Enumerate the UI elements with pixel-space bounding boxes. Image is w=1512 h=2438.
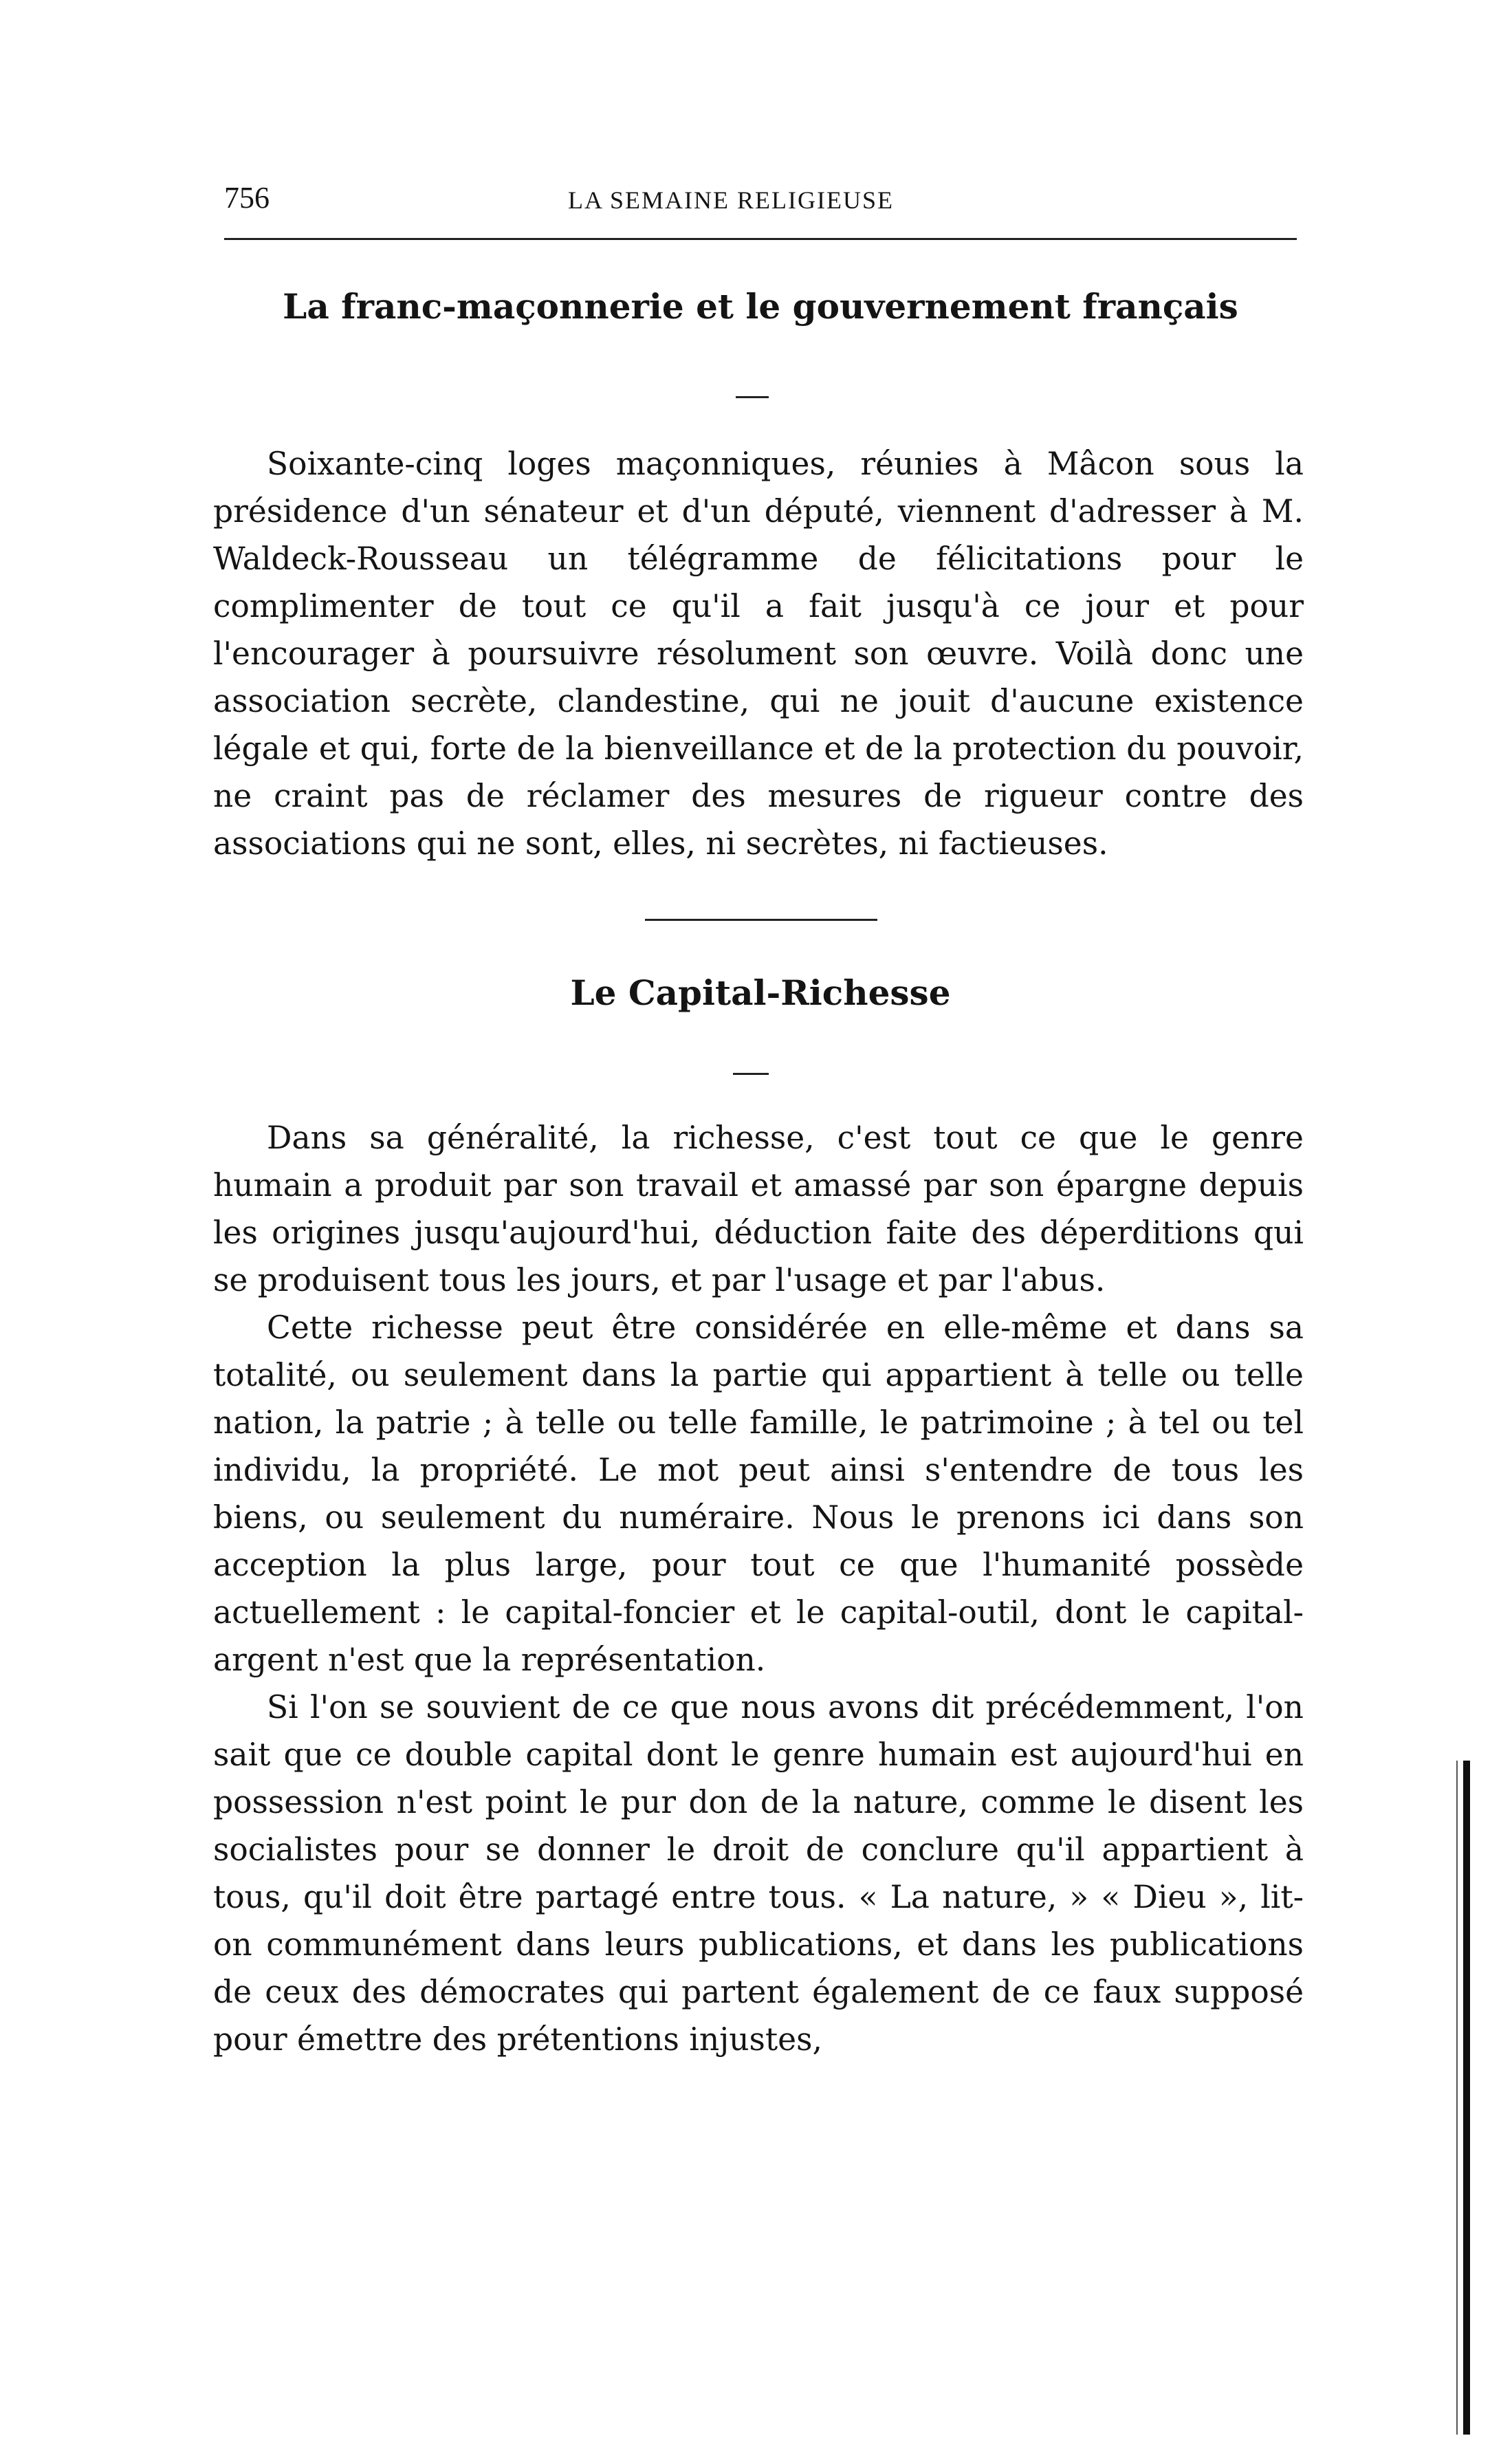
article-body — [213, 440, 1304, 867]
binding-edge-line — [1456, 1761, 1458, 2435]
title-dash — [736, 396, 769, 398]
article-title: Le Capital-Richesse — [570, 972, 951, 1013]
article-title: La franc-maçonnerie et le gouvernement français — [283, 286, 1238, 327]
header-rule — [224, 238, 1297, 240]
paragraph: Si l'on se souvient de ce que nous avons dit précédemment, l'on sait que ce double capital dont le genre humain est aujourd'hui en possession n'est point le pur don de la nature, comme le disent les socialistes pour se donner le droit de conclure qu'il appartient à tous, qu'il doit être partagé entre tous. « La nature, » « Dieu », lit-on communément dans leurs publications, et dans les publications de ceux des démocrates qui partent également de ce faux supposé pour émettre des prétentions injustes, — [213, 1689, 1304, 2058]
paragraph: Cette richesse peut être considérée en elle-même et dans sa totalité, ou seulement dans la partie qui appartient à telle ou telle nation, la patrie ; à telle ou telle famille, le patrimoine ; à tel ou tel individu, la propriété. Le mot peut ainsi s'entendre de tous les biens, ou seulement du numéraire. Nous le prenons ici dans son acception la plus large, pour tout ce que l'humanité possède actuellement : le capital-foncier et le capital-outil, dont le capital-argent n'est que la représentation. — [213, 1309, 1304, 1678]
section-divider — [645, 919, 877, 921]
binding-edge — [1463, 1761, 1470, 2435]
running-title: LA SEMAINE RELIGIEUSE — [568, 186, 894, 214]
page-number: 756 — [224, 181, 270, 215]
paragraph: Dans sa généralité, la richesse, c'est tout ce que le genre humain a produit par son travail et amassé par son épargne depuis les origines jusqu'aujourd'hui, déduction faite des déperditions qui se produisent tous les jours, et par l'usage et par l'abus. — [213, 1120, 1304, 1298]
article-body — [213, 1114, 1304, 2063]
paragraph: Soixante-cinq loges maçonniques, réunies à Mâcon sous la présidence d'un sénateur et d'un député, viennent d'adresser à M. Waldeck-Rousseau un télégramme de félicitations pour le complimenter de tout ce qu'il a fait jusqu'à ce jour et pour l'encourager à poursuivre résolument son œuvre. Voilà donc une association secrète, clandestine, qui ne jouit d'aucune existence légale et qui, forte de la bienveillance et de la protection du pouvoir, ne craint pas de réclamer des mesures de rigueur contre des associations qui ne sont, elles, ni secrètes, ni factieuses. — [213, 446, 1304, 862]
title-dash — [733, 1073, 769, 1075]
running-head — [224, 180, 1297, 221]
